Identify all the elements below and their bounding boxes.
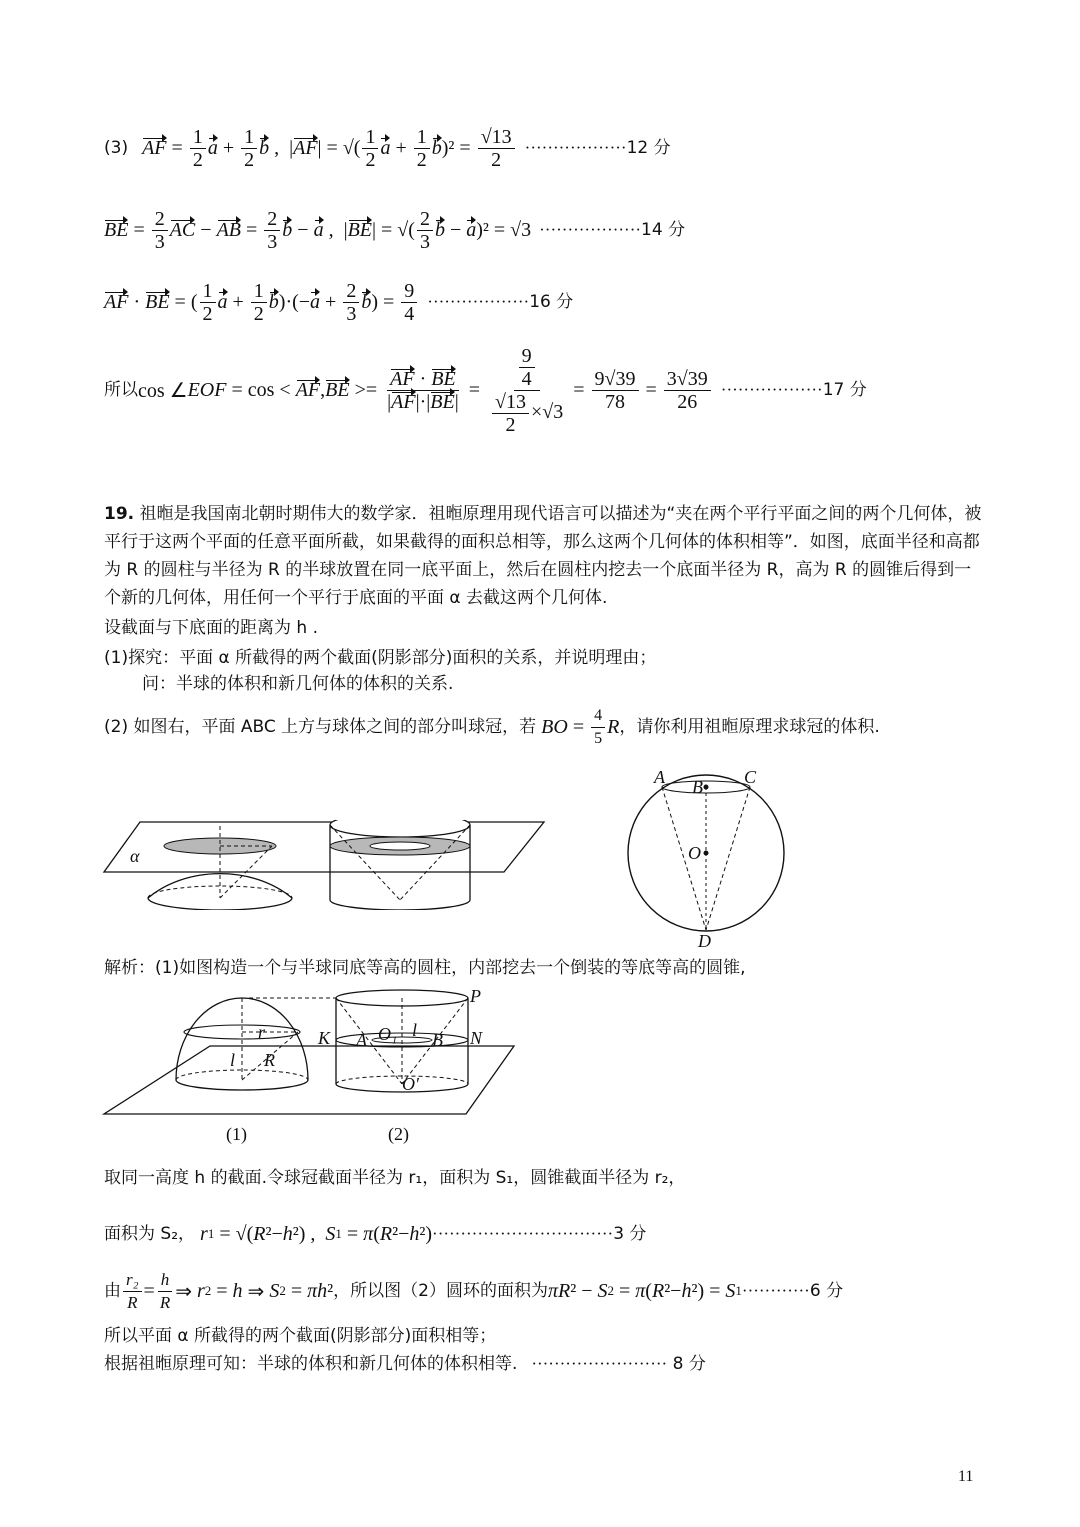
solution-area: 面积为 S₂， r 1 = √( R ²− h ²) , S 1 = π ( R ²− h ²) ································ 3 分 [104, 1216, 646, 1252]
caption-2: (2) [388, 1124, 409, 1144]
label-K: K [318, 1028, 331, 1048]
question-1b: 问：半球的体积和新几何体的体积的关系. [142, 674, 454, 694]
score-3: 3 分 [613, 1224, 647, 1244]
label-A2: A [356, 1030, 367, 1050]
solution-intro: 解析：(1)如图构造一个与半球同底等高的圆柱，内部挖去一个倒装的等底等高的圆锥, [104, 958, 746, 978]
solution-take: 取同一高度 h 的截面.令球冠截面半径为 r₁，面积为 S₁，圆锥截面半径为 r₂， [104, 1168, 686, 1188]
score-16: 16 分 [529, 292, 574, 312]
figure-hemisphere-cylinder [100, 820, 560, 910]
part3-prefix: (3) [104, 138, 129, 158]
label-N: N [470, 1028, 483, 1048]
figure-sphere-cap [620, 765, 800, 955]
figure-solution [100, 988, 520, 1148]
question-2: (2) 如图右，平面 ABC 上方与球体之间的部分叫球冠，若 BO = $\frac{4}{5}$ R ，请你利用祖暅原理求球冠的体积. [104, 706, 880, 747]
problem-19-intro-last: 设截面与下底面的距离为 h . [104, 618, 318, 638]
score-12: 12 分 [626, 138, 671, 158]
problem-19-intro [104, 500, 984, 612]
question-1: (1)探究：平面 α 所截得的两个截面(阴影部分)面积的关系，并说明理由； [104, 648, 657, 668]
line-af: (3) AF = $\frac{1}{2}$ a + $\frac{1}{2}$ b , | AF | = √( $\frac{1}{2}$ a + $\frac{1}{2}$ b )² = $\frac{√13}{2}$ ·················· 12 分 [104, 125, 671, 171]
label-Oprime: O′ [402, 1074, 419, 1094]
score-14: 14 分 [641, 220, 686, 240]
label-A: A [654, 767, 665, 787]
line-be: BE = $\frac{2}{3}$ AC − AB = $\frac{2}{3}$ b − a , | BE | = √( $\frac{2}{3}$ b − a )² = √3 ·················· 14 分 [104, 207, 686, 253]
label-l2: l [412, 1020, 418, 1040]
score-17: 17 分 [822, 380, 867, 400]
label-P: P [470, 988, 481, 1006]
problem-intro: 祖暅是我国南北朝时期伟大的数学家．祖暅原理用现代语言可以描述为“夹在两个平行平面之间的两个几何体，被平行于这两个平面的任意平面所截，如果截得的面积总相等，那么这两个几何体的体积相等”．如图，底面半径和高都为 R 的圆柱与半径为 R 的半球放置在同一底平面上，然后在圆柱内挖去一个底面半径为 R，高为 R 的圆锥后得到一个新的几何体，用任何一个平行于底面的平面 α 去截这两个几何体. [104, 504, 982, 608]
line-cos: 所以 cos ∠ EOF = cos < AF , BE >= $\frac{AF \cdot BE}{|AF|\cdot|BE|}$ = $\frac{9}{4}$ $\frac{√13}{2}$ ×√3 = $\frac{9√39}{78}$ = $\frac{3√39}{26}$ ·················· 17 分 [104, 344, 867, 436]
solution-conclude-2: 根据祖暅原理可知：半球的体积和新几何体的体积相等. ························ 8 分 [104, 1354, 706, 1374]
score-6: 6 分 [809, 1281, 844, 1301]
label-O: O [688, 843, 701, 863]
page-number: 11 [958, 1468, 974, 1485]
label-C: C [744, 767, 757, 787]
label-R: R [264, 1050, 275, 1070]
label-r: r [258, 1022, 266, 1042]
label-D: D [698, 931, 711, 951]
caption-1: (1) [226, 1124, 247, 1144]
solution-ratio: 由 $\frac{\text{r₂}}{R}$ = $\frac{h}{R}$ ⇒ r 2 = h ⇒ S 2 = πh ² ，所以图（2）圆环的面积为 πR ² − S 2 = π ( R ²− h ²) = S 1 ············ 6 分 [104, 1269, 844, 1312]
score-8: 8 分 [672, 1354, 706, 1374]
label-alpha: α [130, 846, 140, 866]
label-l: l [230, 1050, 236, 1070]
line-dot: AF · BE = ( $\frac{1}{2}$ a + $\frac{1}{2}$ b )·(− a + $\frac{2}{3}$ b ) = $\frac{9}{4}$ ·················· 16 分 [104, 279, 574, 325]
problem-number: 19. [104, 504, 135, 524]
label-B: B [692, 777, 703, 797]
solution-conclude-1: 所以平面 α 所截得的两个截面(阴影部分)面积相等； [104, 1326, 497, 1346]
frac-half: $\frac{1}{2}$ [190, 126, 206, 171]
base-plane [104, 1046, 514, 1114]
label-O1: O₁ [378, 1024, 398, 1044]
vec-af: AF [142, 136, 167, 159]
cylinder-top [330, 820, 470, 837]
label-B2: B [432, 1030, 443, 1050]
